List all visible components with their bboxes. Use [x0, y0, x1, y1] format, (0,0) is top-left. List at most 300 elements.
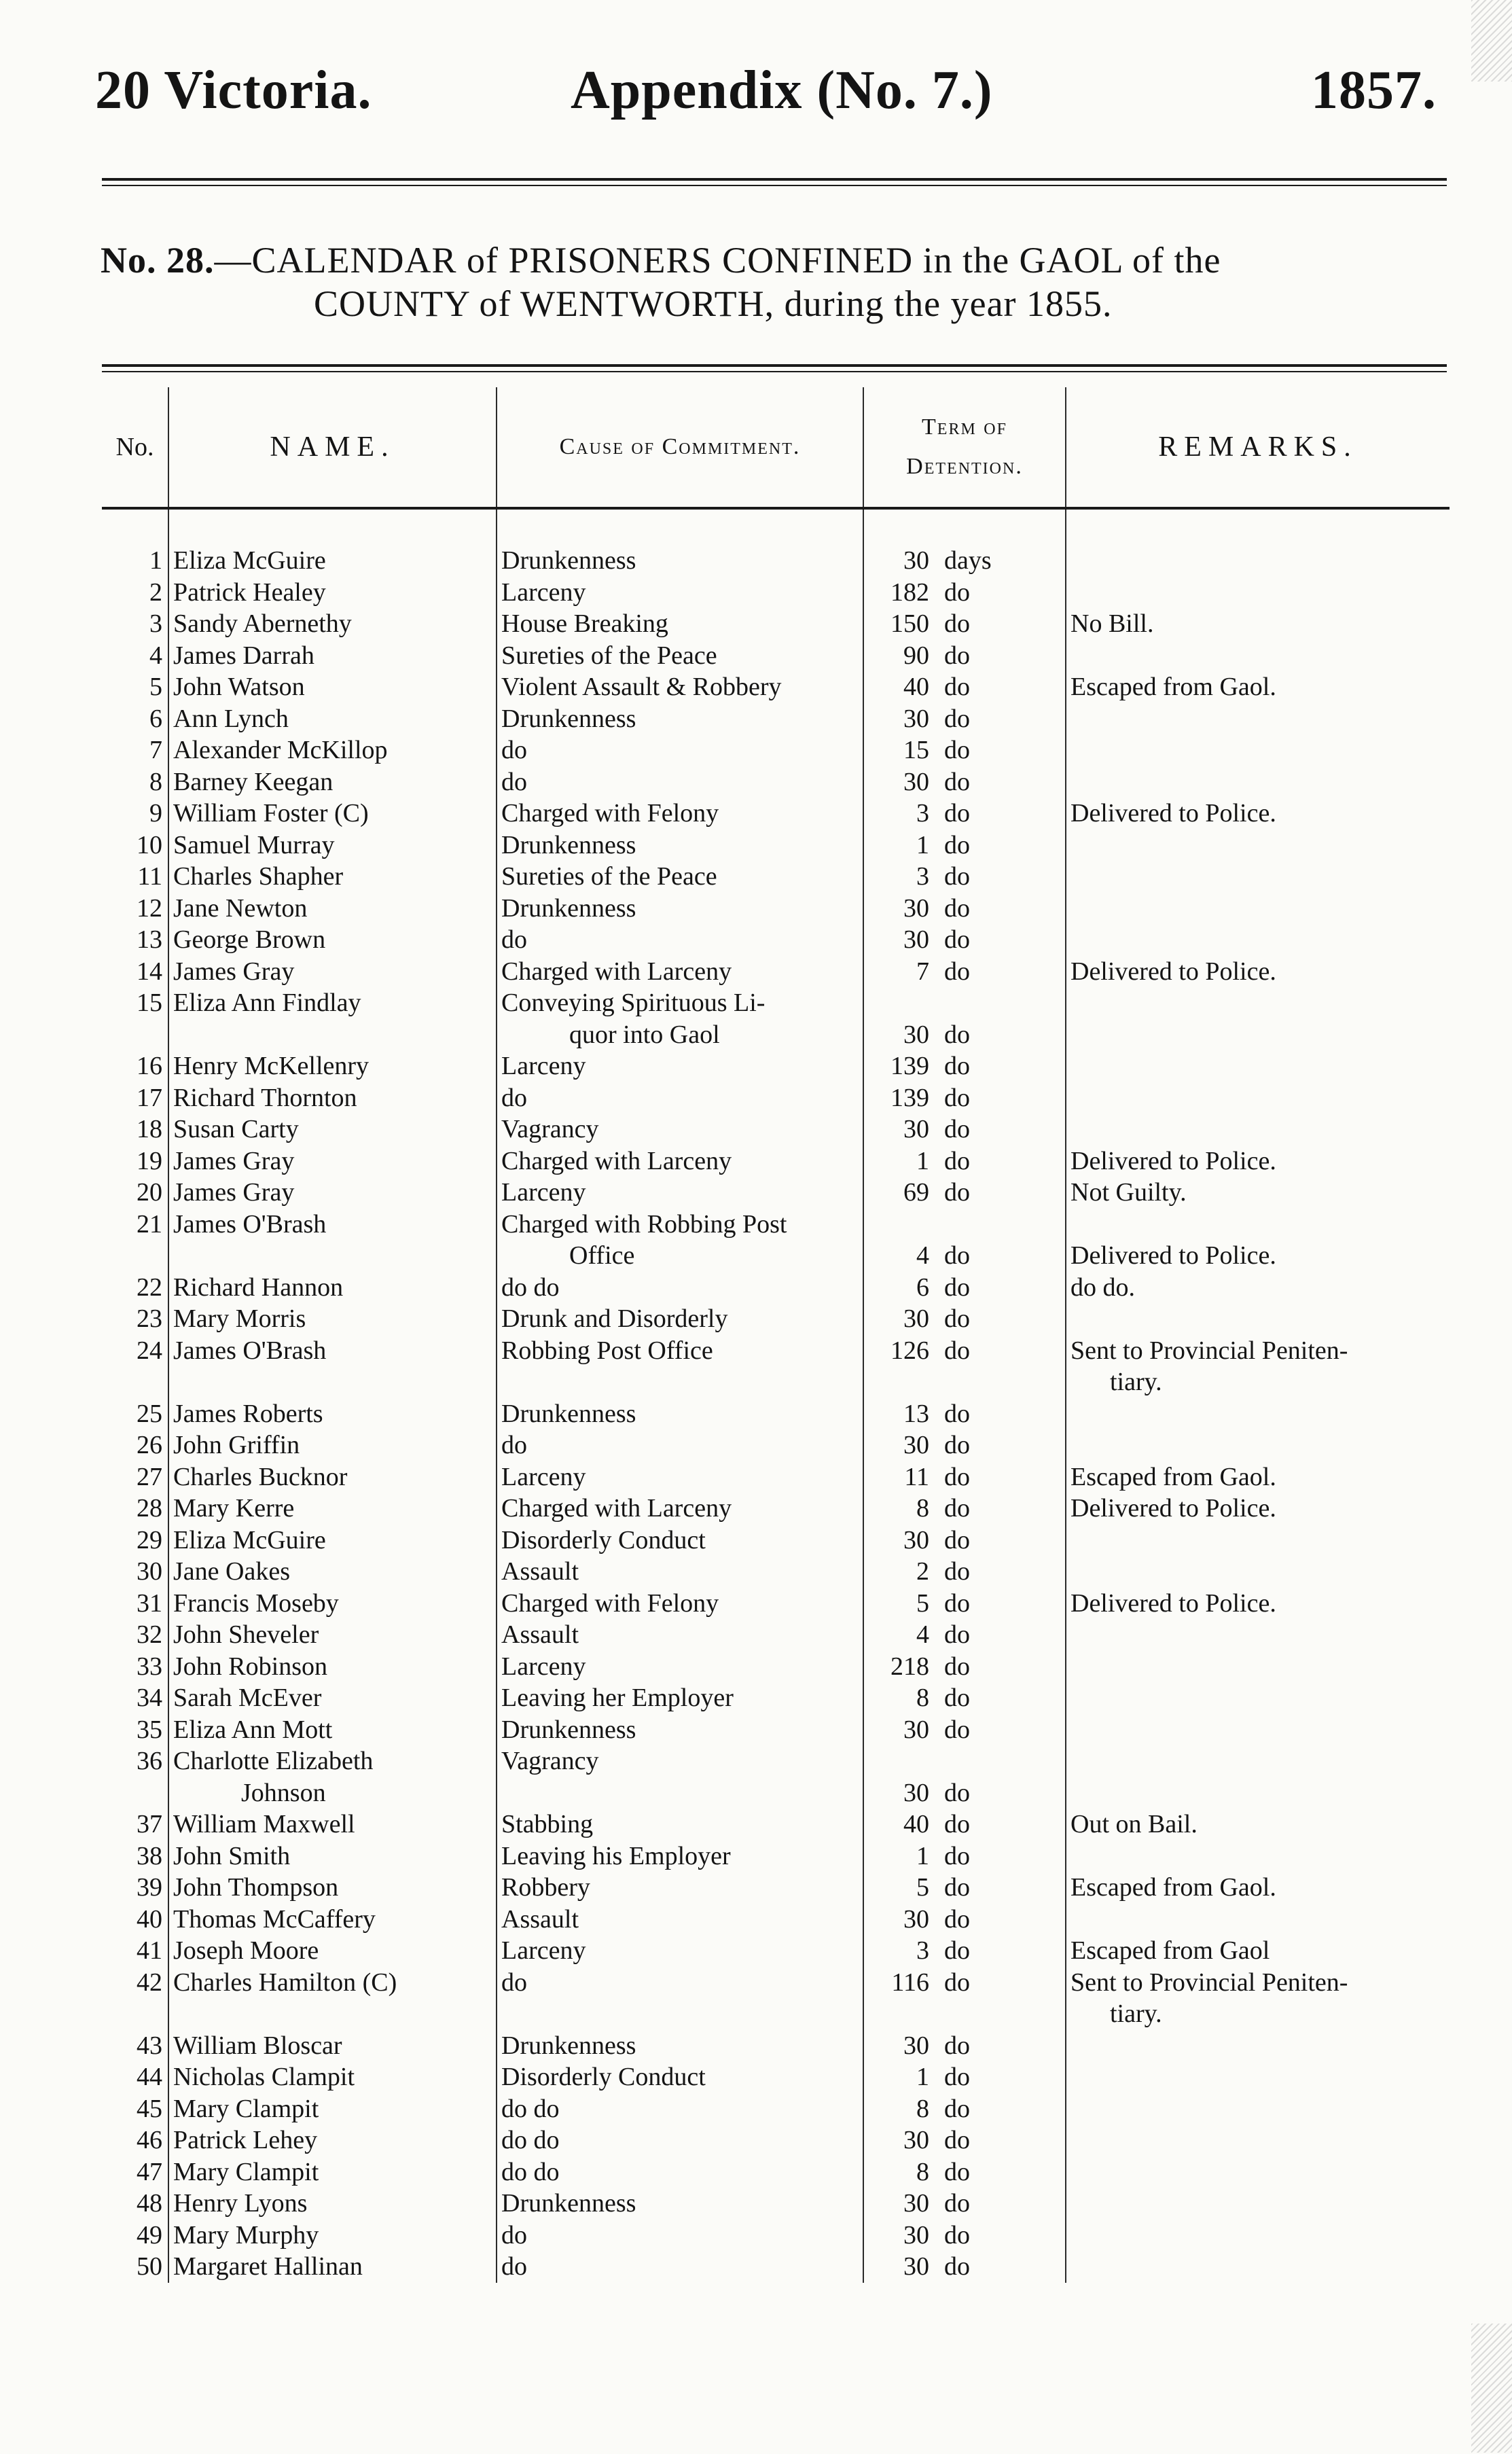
cause-of-commitment — [497, 1114, 863, 1145]
prisoner-name — [168, 2251, 497, 2283]
prisoner-name — [168, 1904, 497, 1936]
prisoner-name-value: Charles Bucknor — [173, 1462, 348, 1491]
remarks — [1066, 956, 1450, 988]
remarks — [1066, 2251, 1450, 2283]
table-top-rule-thin — [102, 371, 1447, 372]
table-row — [102, 577, 1450, 609]
table-row — [102, 1967, 1450, 2030]
row-number — [102, 956, 168, 988]
term-unit: do — [944, 1146, 970, 1175]
remarks-value: Delivered to Police. — [1070, 799, 1276, 828]
cause-value: Charged with Larceny — [501, 957, 732, 986]
cause-value: Sureties of the Peace — [501, 641, 717, 670]
term-of-detention — [863, 1745, 1066, 1809]
cause-of-commitment — [497, 671, 863, 703]
row-number-value: 26 — [137, 1431, 162, 1459]
cause-value: Charged with Felony — [501, 799, 719, 828]
term-number: 30 — [903, 1431, 929, 1459]
cause-of-commitment — [497, 608, 863, 640]
row-number — [102, 1872, 168, 1904]
row-number — [102, 2061, 168, 2093]
prisoner-name-value: Samuel Murray — [173, 830, 335, 859]
prisoner-name — [168, 1714, 497, 1746]
cause-continuation — [501, 1019, 859, 1051]
cause-value: Robbing Post Office — [501, 1336, 713, 1365]
table-row — [102, 1493, 1450, 1525]
table-row — [102, 1935, 1450, 1967]
term-number: 139 — [890, 1052, 929, 1080]
cause-value: Larceny — [501, 577, 586, 607]
cause-value: Charged with Larceny — [501, 1494, 732, 1523]
term-number: 30 — [903, 893, 929, 923]
term-of-detention — [863, 1651, 1066, 1683]
term-of-detention — [863, 1429, 1066, 1461]
term-unit: do — [944, 957, 970, 986]
prisoner-name-value: Eliza Ann Findlay — [173, 989, 361, 1017]
table-row — [102, 1588, 1450, 1620]
term-unit: do — [944, 1241, 970, 1270]
prisoner-name-value: Richard Hannon — [173, 1273, 344, 1302]
cause-value: Drunkenness — [501, 830, 636, 859]
cause-value: Leaving his Employer — [501, 1841, 731, 1870]
term-of-detention — [863, 1935, 1066, 1967]
cause-of-commitment — [497, 1177, 863, 1209]
prisoner-name — [168, 671, 497, 703]
term-unit: do — [944, 1178, 970, 1207]
table-row — [102, 1872, 1450, 1904]
cause-of-commitment — [497, 2220, 863, 2252]
row-number-value: 37 — [137, 1810, 162, 1838]
row-number — [102, 1588, 168, 1620]
cause-of-commitment — [497, 861, 863, 893]
row-number-value: 18 — [137, 1115, 162, 1143]
prisoner-name — [168, 703, 497, 735]
row-number-value: 42 — [137, 1968, 162, 1997]
term-number: 11 — [904, 1462, 929, 1491]
term-number: 15 — [903, 736, 929, 764]
row-number — [102, 1904, 168, 1936]
term-unit: do — [944, 1020, 970, 1049]
remarks — [1066, 2030, 1450, 2062]
term-unit: do — [944, 1904, 970, 1934]
remarks — [1066, 924, 1450, 956]
cause-value: House Breaking — [501, 609, 668, 638]
header-no: No. — [102, 387, 168, 508]
table-row — [102, 2124, 1450, 2156]
header-cause: Cause of Commitment. — [497, 387, 863, 508]
row-number — [102, 1114, 168, 1145]
prisoner-name — [168, 2156, 497, 2188]
table-row — [102, 1050, 1450, 1082]
remarks — [1066, 1335, 1450, 1398]
row-number — [102, 1840, 168, 1872]
row-number — [102, 2156, 168, 2188]
remarks — [1066, 1272, 1450, 1304]
cause-of-commitment — [497, 1714, 863, 1746]
term-of-detention — [863, 1303, 1066, 1335]
term-of-detention — [863, 1209, 1066, 1272]
cause-of-commitment — [497, 577, 863, 609]
row-number — [102, 1335, 168, 1398]
term-of-detention — [863, 924, 1066, 956]
row-number — [102, 1525, 168, 1557]
prisoner-name — [168, 1682, 497, 1714]
prisoner-name-value: Henry Lyons — [173, 2189, 308, 2218]
prisoner-name-value: Mary Clampit — [173, 2094, 319, 2123]
row-number-value: 14 — [137, 957, 162, 986]
table-row — [102, 1429, 1450, 1461]
term-unit: do — [944, 1968, 970, 1997]
remarks — [1066, 1904, 1450, 1936]
remarks — [1066, 1872, 1450, 1904]
term-of-detention — [863, 1145, 1066, 1177]
cause-of-commitment — [497, 1303, 863, 1335]
remarks — [1066, 1461, 1450, 1493]
prisoner-name — [168, 2188, 497, 2220]
remarks — [1066, 1429, 1450, 1461]
term-unit: do — [944, 862, 970, 891]
term-number: 182 — [890, 577, 929, 607]
term-number: 126 — [890, 1336, 929, 1365]
remarks — [1066, 830, 1450, 861]
term-number: 30 — [903, 767, 929, 796]
cause-of-commitment — [497, 1525, 863, 1557]
table-row — [102, 1904, 1450, 1936]
row-number-value: 27 — [137, 1462, 162, 1491]
prisoner-name — [168, 1493, 497, 1525]
term-unit: do — [944, 1936, 970, 1965]
row-number-value: 24 — [137, 1336, 162, 1365]
term-of-detention — [863, 2220, 1066, 2252]
cause-of-commitment — [497, 1272, 863, 1304]
prisoner-name-value: William Foster (C) — [173, 799, 369, 828]
term-number: 4 — [916, 1241, 929, 1270]
row-number — [102, 577, 168, 609]
cause-value: Robbery — [501, 1873, 590, 1902]
term-number: 5 — [916, 1588, 929, 1618]
term-unit: do — [944, 2189, 970, 2218]
term-of-detention — [863, 1872, 1066, 1904]
term-unit: do — [944, 1083, 970, 1112]
cause-value: Larceny — [501, 1936, 586, 1965]
prisoner-name-value: John Thompson — [173, 1873, 339, 1902]
row-number — [102, 861, 168, 893]
remarks-value: Delivered to Police. — [1070, 957, 1276, 986]
cause-value: Larceny — [501, 1052, 586, 1080]
term-of-detention — [863, 1050, 1066, 1082]
row-number — [102, 1272, 168, 1304]
term-unit: do — [944, 2252, 970, 2281]
term-unit: do — [944, 2063, 970, 2091]
term-of-detention — [863, 1714, 1066, 1746]
remarks — [1066, 1840, 1450, 1872]
prisoner-name-value: John Sheveler — [173, 1620, 319, 1649]
prisoner-name — [168, 1809, 497, 1840]
prisoner-name — [168, 734, 497, 766]
cause-value: Charged with Larceny — [501, 1146, 732, 1175]
term-number: 139 — [890, 1083, 929, 1112]
prisoner-name-value: Mary Morris — [173, 1304, 306, 1333]
row-number-value: 46 — [137, 2126, 162, 2154]
remarks — [1066, 987, 1450, 1050]
cause-value: do — [501, 767, 527, 796]
cause-value: do — [501, 925, 527, 954]
row-number-value: 23 — [137, 1304, 162, 1333]
prisoner-name — [168, 1335, 497, 1398]
prisoner-name — [168, 545, 497, 577]
table-top-rule-thick — [102, 364, 1447, 367]
cause-of-commitment — [497, 830, 863, 861]
cause-of-commitment — [497, 640, 863, 672]
prisoner-name — [168, 2061, 497, 2093]
term-of-detention — [863, 1809, 1066, 1840]
term-unit: do — [944, 1304, 970, 1333]
caption-text-1: —CALENDAR of PRISONERS CONFINED in the GAOL of the — [214, 240, 1221, 281]
term-unit: do — [944, 2157, 970, 2186]
prisoner-name — [168, 1114, 497, 1145]
prisoner-name — [168, 1588, 497, 1620]
term-of-detention — [863, 2124, 1066, 2156]
term-number: 30 — [903, 546, 929, 575]
term-unit: do — [944, 673, 970, 701]
term-of-detention — [863, 1682, 1066, 1714]
term-number: 8 — [916, 2094, 929, 2123]
remarks — [1066, 734, 1450, 766]
remarks — [1066, 1714, 1450, 1746]
term-number: 7 — [916, 957, 929, 986]
prisoner-name-value: William Bloscar — [173, 2031, 342, 2060]
table-row — [102, 1272, 1450, 1304]
cause-of-commitment — [497, 1082, 863, 1114]
table-row — [102, 1114, 1450, 1145]
remarks — [1066, 1398, 1450, 1430]
prisoner-name — [168, 798, 497, 830]
table-row — [102, 1840, 1450, 1872]
term-number: 150 — [890, 609, 929, 638]
header-remarks: REMARKS. — [1066, 387, 1450, 508]
prisoner-name-value: James O'Brash — [173, 1209, 327, 1239]
remarks — [1066, 1525, 1450, 1557]
cause-of-commitment — [497, 1335, 863, 1398]
prisoner-name-value: James Roberts — [173, 1399, 323, 1428]
term-unit: do — [944, 1115, 970, 1143]
cause-value: Assault — [501, 1557, 579, 1586]
row-number-value: 16 — [137, 1052, 162, 1080]
remarks — [1066, 1967, 1450, 2030]
row-number-value: 49 — [137, 2220, 162, 2250]
row-number — [102, 2093, 168, 2125]
cause-of-commitment — [497, 1145, 863, 1177]
row-number-value: 20 — [137, 1178, 162, 1207]
prisoner-name — [168, 830, 497, 861]
cause-of-commitment — [497, 1461, 863, 1493]
row-number-value: 47 — [137, 2157, 162, 2186]
prisoner-name — [168, 1935, 497, 1967]
term-of-detention — [863, 577, 1066, 609]
remarks — [1066, 2093, 1450, 2125]
prisoner-name-value: Richard Thornton — [173, 1083, 357, 1112]
row-number-value: 40 — [137, 1904, 162, 1934]
table-row — [102, 1619, 1450, 1651]
table-header-row — [102, 387, 1450, 508]
prisoner-name-line2: Johnson — [241, 1778, 326, 1807]
term-unit: do — [944, 1873, 970, 1902]
row-number — [102, 1682, 168, 1714]
term-of-detention — [863, 734, 1066, 766]
term-unit: do — [944, 2220, 970, 2250]
cause-of-commitment — [497, 893, 863, 925]
row-number — [102, 734, 168, 766]
prisoner-name — [168, 1145, 497, 1177]
cause-of-commitment — [497, 1840, 863, 1872]
term-number: 40 — [903, 1810, 929, 1838]
row-number-value: 5 — [149, 673, 162, 701]
term-number: 116 — [891, 1968, 929, 1997]
running-head-center: Appendix (No. 7.) — [571, 60, 993, 120]
term-unit: do — [944, 1778, 970, 1807]
remarks — [1066, 671, 1450, 703]
term-unit: do — [944, 641, 970, 670]
prisoner-name-value: John Watson — [173, 673, 305, 701]
row-number — [102, 2251, 168, 2283]
prisoner-name — [168, 1303, 497, 1335]
remarks-offset — [1070, 1209, 1445, 1241]
row-number — [102, 1714, 168, 1746]
term-unit: do — [944, 1684, 970, 1712]
row-number — [102, 1050, 168, 1082]
prisoner-name — [168, 1209, 497, 1272]
remarks — [1066, 1556, 1450, 1588]
table-row — [102, 1303, 1450, 1335]
remarks — [1066, 2061, 1450, 2093]
term-number: 8 — [916, 1684, 929, 1712]
remarks-line2: tiary. — [1110, 1999, 1162, 2028]
cause-value: do — [501, 736, 527, 764]
table-row — [102, 1335, 1450, 1398]
cause-value: do do — [501, 2157, 560, 2186]
term-unit: do — [944, 1557, 970, 1586]
cause-value: Disorderly Conduct — [501, 1525, 706, 1554]
term-of-detention — [863, 2188, 1066, 2220]
prisoner-name — [168, 1651, 497, 1683]
table-row — [102, 545, 1450, 577]
remarks-value: No Bill. — [1070, 609, 1154, 638]
table-row — [102, 1809, 1450, 1840]
remarks-line1: Sent to Provincial Peniten- — [1070, 1336, 1348, 1365]
term-of-detention — [863, 956, 1066, 988]
row-number-value: 48 — [137, 2189, 162, 2218]
term-of-detention — [863, 861, 1066, 893]
top-rule-thin — [102, 185, 1447, 186]
prisoner-name-value: James Gray — [173, 1178, 295, 1207]
term-number: 30 — [903, 2126, 929, 2154]
term-of-detention — [863, 1525, 1066, 1557]
remarks — [1066, 1082, 1450, 1114]
header-name: NAME. — [168, 387, 497, 508]
prisoner-name-value: Francis Moseby — [173, 1588, 339, 1618]
row-number-value: 43 — [137, 2031, 162, 2060]
prisoner-name-value: Mary Kerre — [173, 1494, 295, 1523]
row-number — [102, 893, 168, 925]
cause-value: Drunkenness — [501, 546, 636, 575]
row-number-value: 8 — [149, 767, 162, 796]
remarks-value: Delivered to Police. — [1070, 1588, 1276, 1618]
prisoner-name-value: Jane Oakes — [173, 1557, 290, 1586]
remarks — [1066, 1145, 1450, 1177]
remarks — [1066, 2220, 1450, 2252]
cause-value: Vagrancy — [501, 1115, 599, 1143]
cause-of-commitment — [497, 2156, 863, 2188]
term-of-detention — [863, 2061, 1066, 2093]
term-of-detention — [863, 1556, 1066, 1588]
remarks-value: Not Guilty. — [1070, 1178, 1187, 1207]
prisoner-name — [168, 608, 497, 640]
term-number: 30 — [903, 925, 929, 954]
row-number-value: 32 — [137, 1620, 162, 1649]
prisoner-name-value: Thomas McCaffery — [173, 1904, 376, 1934]
term-number: 40 — [903, 673, 929, 701]
table-row — [102, 893, 1450, 925]
row-number — [102, 1082, 168, 1114]
table-row — [102, 1209, 1450, 1272]
term-of-detention — [863, 830, 1066, 861]
table-row — [102, 1082, 1450, 1114]
term-of-detention — [863, 987, 1066, 1050]
table-row — [102, 1682, 1450, 1714]
cause-of-commitment — [497, 1556, 863, 1588]
remarks — [1066, 2124, 1450, 2156]
prisoner-name — [168, 1050, 497, 1082]
prisoner-name — [168, 893, 497, 925]
prisoner-name — [168, 1429, 497, 1461]
prisoner-name — [168, 1967, 497, 2030]
term-number: 1 — [916, 830, 929, 859]
prisoner-name — [168, 1556, 497, 1588]
term-unit: do — [944, 1652, 970, 1681]
row-number — [102, 830, 168, 861]
table-row — [102, 2251, 1450, 2283]
term-unit: do — [944, 1399, 970, 1428]
remarks — [1066, 798, 1450, 830]
prisoner-name-value: Alexander McKillop — [173, 736, 388, 764]
cause-of-commitment — [497, 2124, 863, 2156]
table-row — [102, 2220, 1450, 2252]
term-number: 30 — [903, 1904, 929, 1934]
term-of-detention — [863, 1619, 1066, 1651]
page-edge-speckle-top — [1471, 0, 1512, 82]
row-number — [102, 1209, 168, 1272]
row-number — [102, 1556, 168, 1588]
cause-of-commitment — [497, 1588, 863, 1620]
row-number — [102, 766, 168, 798]
cause-of-commitment — [497, 2093, 863, 2125]
header-term-line1: Term of — [922, 414, 1007, 440]
row-number — [102, 1967, 168, 2030]
cause-value: Drunkenness — [501, 2189, 636, 2218]
cause-value: Violent Assault & Robbery — [501, 673, 782, 701]
term-number: 3 — [916, 862, 929, 891]
remarks-line2: tiary. — [1110, 1368, 1162, 1396]
cause-value: Drunkenness — [501, 893, 636, 923]
cause-of-commitment — [497, 798, 863, 830]
term-number: 30 — [903, 1715, 929, 1744]
term-number: 30 — [903, 1304, 929, 1333]
cause-value: Larceny — [501, 1462, 586, 1491]
term-number: 30 — [903, 2220, 929, 2250]
prisoner-name-value: Joseph Moore — [173, 1936, 319, 1965]
term-number: 30 — [903, 1115, 929, 1143]
row-number-value: 36 — [137, 1747, 162, 1775]
